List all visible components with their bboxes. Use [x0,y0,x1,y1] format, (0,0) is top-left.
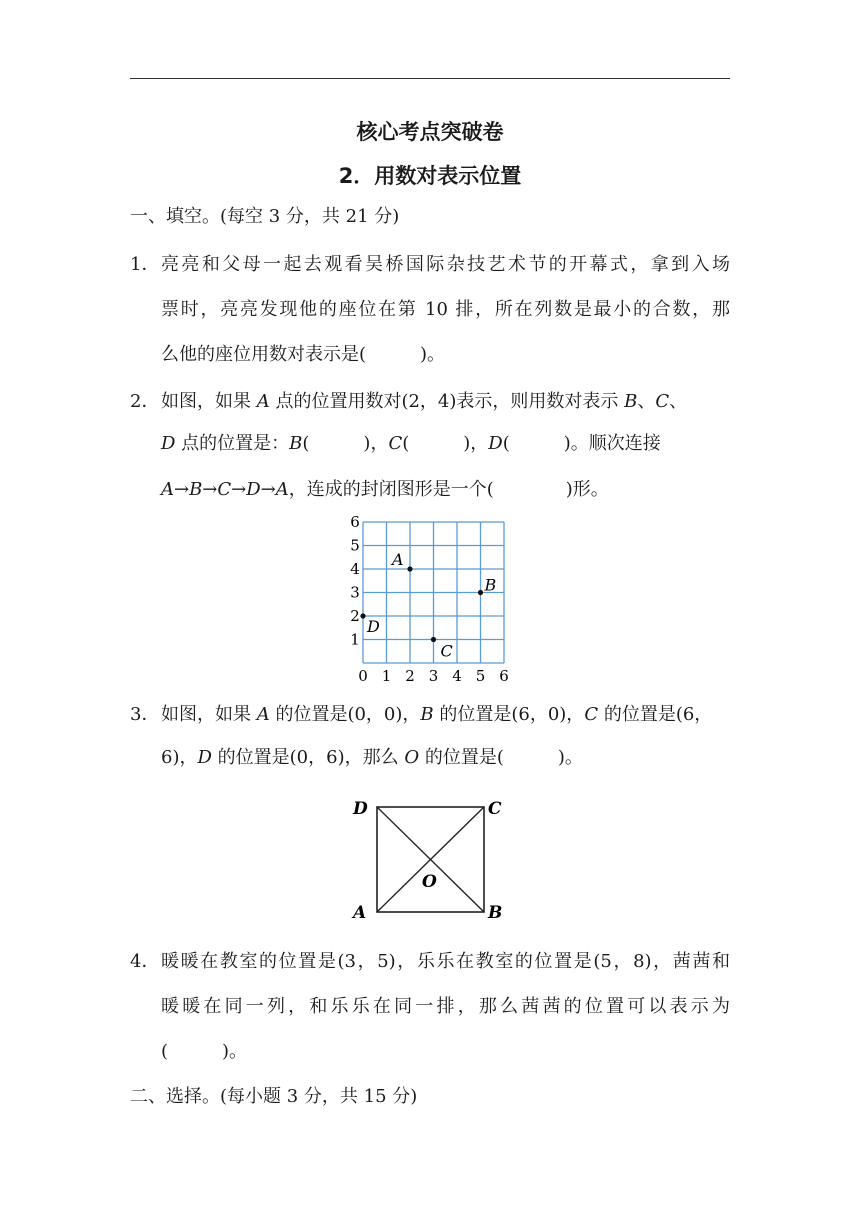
grid-point-label-c: C [440,641,453,661]
square-label-b: B [488,903,503,923]
coordinate-grid-figure [340,508,520,688]
section1-heading: 一、填空。(每空 3 分，共 21 分) [130,206,400,227]
q3-line2: 6)，D 的位置是(0，6)，那么 O 的位置是( )。 [161,747,583,768]
x-tick-label: 3 [428,667,439,685]
square-label-d: D [353,799,368,819]
q1-number: 1． [130,254,160,275]
q4-line3: ( )。 [161,1041,248,1062]
square-label-c: C [488,799,502,819]
grid-point-label-a: A [392,550,404,569]
x-tick-label: 4 [452,667,462,685]
x-tick-label: 0 [358,667,368,685]
q1-line2: 票时，亮亮发现他的座位在第 10 排，所在列数是最小的合数，那 [161,299,730,320]
q4-number: 4． [130,951,160,972]
q2-number: 2． [130,391,160,412]
q2-line3: A→B→C→D→A，连成的封闭图形是一个( )形。 [161,479,609,500]
x-tick-label: 6 [499,667,509,685]
y-tick-label: 2 [350,607,360,625]
section2-heading: 二、选择。(每小题 3 分，共 15 分) [130,1086,418,1107]
y-tick-label: 1 [350,630,360,649]
page-title: 核心考点突破卷 [356,120,504,144]
square-diagram-figure [340,790,520,930]
grid-point-a [407,566,412,571]
square-label-a: A [353,903,367,923]
q4-line1: 暖暖在教室的位置是(3，5)，乐乐在教室的位置是(5，8)，茜茜和 [161,951,730,972]
q1-line1: 亮亮和父母一起去观看吴桥国际杂技艺术节的开幕式，拿到入场 [161,254,730,275]
grid-point-c [431,637,436,642]
grid-point-d [360,613,365,618]
grid-point-label-d: D [367,617,380,636]
square-label-o: O [422,872,437,892]
q1-line3: 么他的座位用数对表示是( )。 [161,344,446,365]
x-tick-label: 1 [381,667,392,685]
page-subtitle: 2．用数对表示位置 [338,164,522,188]
q3-line1: 如图，如果 A 的位置是(0，0)，B 的位置是(6，0)，C 的位置是(6， [161,704,713,725]
q2-line1: 如图，如果 A 点的位置用数对(2，4)表示，则用数对表示 B、C、 [161,391,688,412]
y-tick-label: 6 [350,513,360,531]
q3-number: 3． [130,704,160,725]
x-tick-label: 5 [475,667,486,685]
y-tick-label: 3 [350,583,360,602]
y-tick-label: 5 [350,536,360,555]
x-tick-label: 2 [405,667,415,685]
y-tick-label: 4 [350,560,360,578]
grid-point-label-b: B [484,575,497,595]
top-rule [130,78,730,79]
q4-line2: 暖暖在同一列，和乐乐在同一排，那么茜茜的位置可以表示为 [161,996,730,1017]
q2-line2: D 点的位置是：B( )，C( )，D( )。顺次连接 [161,433,661,454]
grid-point-b [478,590,483,595]
